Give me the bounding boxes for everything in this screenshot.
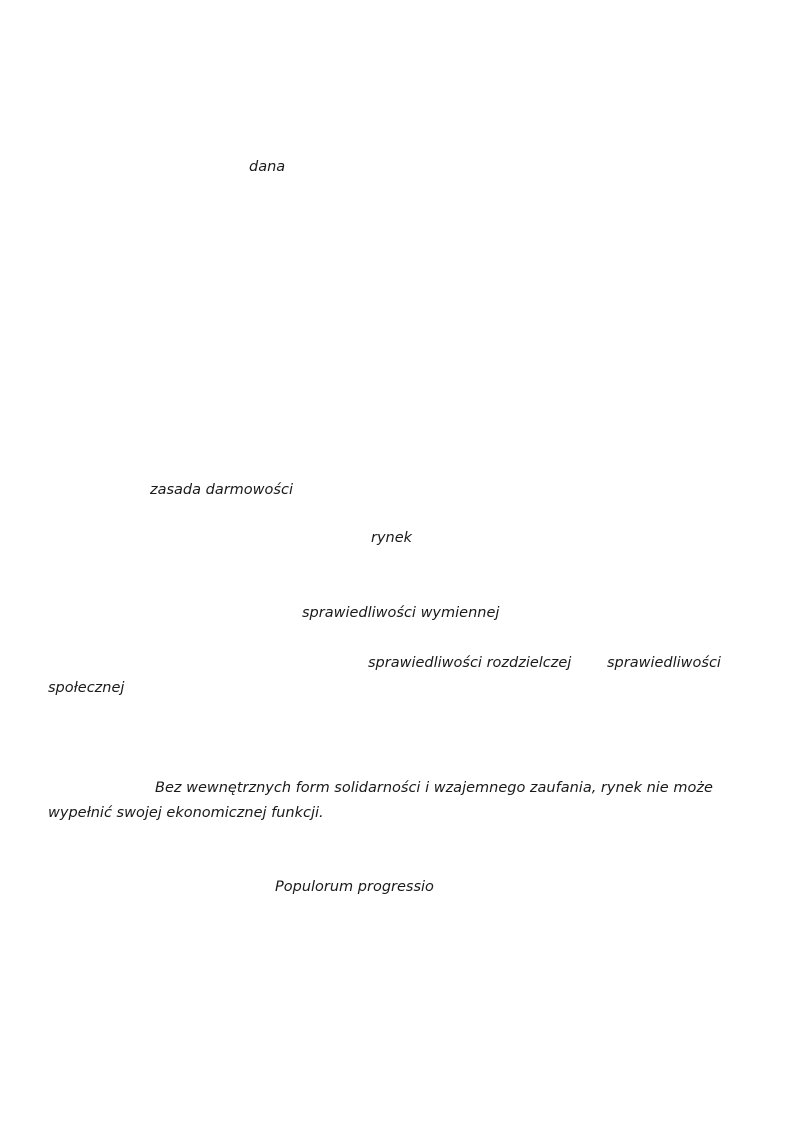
- phrase-sprawiedliwosci-wymiennej: sprawiedliwości wymiennej: [302, 605, 500, 621]
- word-rynek: rynek: [371, 530, 413, 546]
- phrase-zasada-darmowosci: zasada darmowości: [150, 482, 293, 498]
- phrase-sprawiedliwosci-rozdzielczej: sprawiedliwości rozdzielczej: [368, 655, 572, 671]
- title-populorum-progressio: Populorum progressio: [275, 879, 434, 895]
- quote-line-1: Bez wewnętrznych form solidarności i wzajemnego zaufania, rynek nie może: [155, 780, 713, 796]
- quote-line-2: wypełnić swojej ekonomicznej funkcji.: [48, 805, 324, 821]
- word-dana: dana: [249, 159, 286, 175]
- word-sprawiedliwosci: sprawiedliwości: [607, 655, 721, 671]
- word-spolecznej: społecznej: [48, 680, 125, 696]
